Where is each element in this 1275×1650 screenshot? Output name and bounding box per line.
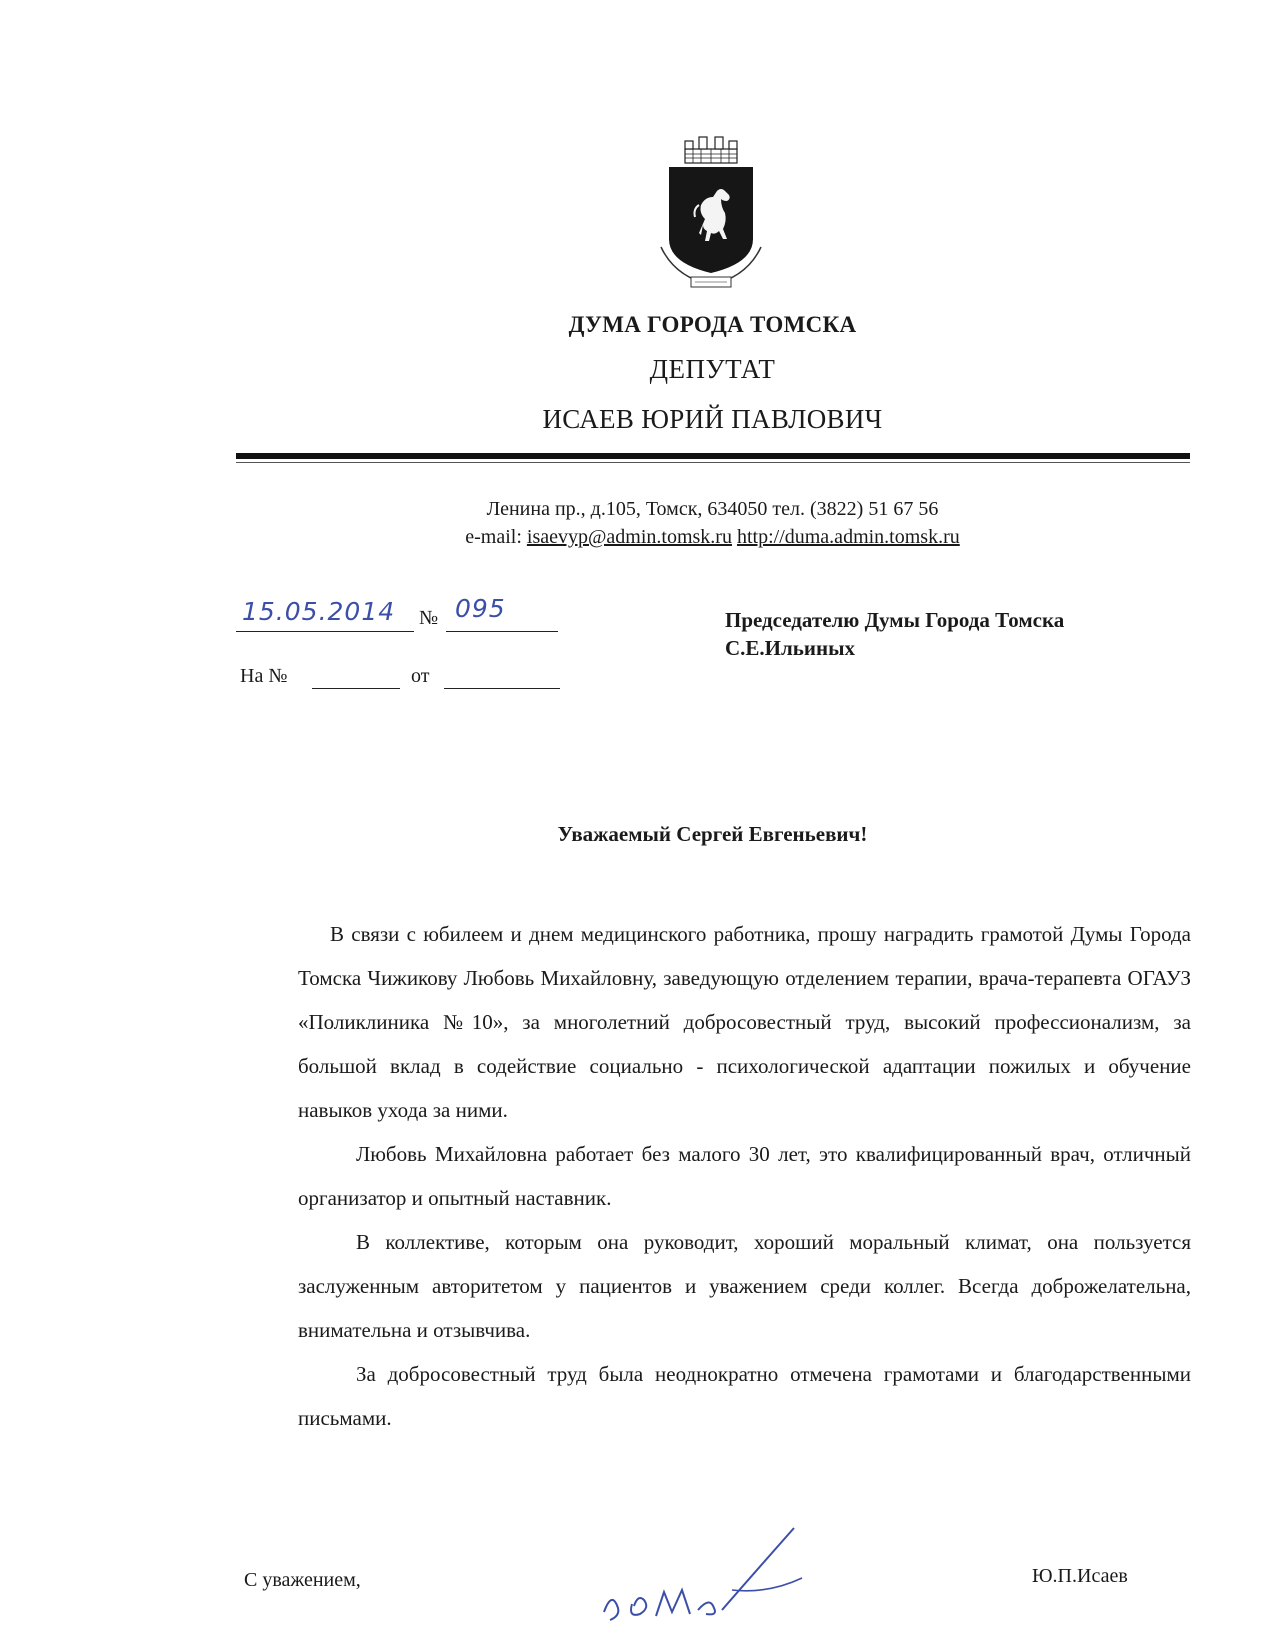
number-underline (446, 631, 558, 632)
body-paragraph-2: Любовь Михайловна работает без малого 30 лет, это квалифицированный врач, отличный организатор и опытный наставник. (298, 1142, 1191, 1210)
body-paragraph-1: В связи с юбилеем и днем медицинского работника, прошу наградить грамотой Думы Города Томска Чижикову Любовь Михайловну, заведующую отделением терапии, врача-терапевта ОГАУЗ «Поликлиника №10», за многолетний добросовестный труд, высокий профессионализм, за большой вклад в содействие социально - психологической адаптации пожилых и обучение навыков ухода за ними. (298, 922, 1191, 1122)
body-paragraph-4: За добросовестный труд была неоднократно отмечена грамотами и благодарственными письмами. (298, 1362, 1191, 1430)
email-label: e-mail: (465, 526, 522, 548)
number-sign: № (419, 607, 439, 629)
date-underline (236, 631, 414, 632)
addressee-block (725, 606, 1064, 662)
addressee-title: Председателю Думы Города Томска (725, 608, 1065, 632)
header-divider-thin (236, 462, 1190, 463)
position-title: ДЕПУТАТ (649, 354, 776, 384)
address-line: Ленина пр., д.105, Томск, 634050 тел. (3822) 51 67 56 (486, 498, 939, 520)
reply-number-line (312, 688, 400, 689)
website-link[interactable]: http://duma.admin.tomsk.ru (736, 526, 960, 548)
body-paragraph-3: В коллективе, которым она руководит, хороший моральный климат, она пользуется заслуженным авторитетом у пациентов и уважением среди коллег. Всегда доброжелательна, внимательна и отзывчива. (298, 1230, 1191, 1342)
email-link[interactable]: isaevyp@admin.tomsk.ru (526, 526, 732, 548)
reply-date-label: от (411, 665, 430, 687)
reply-date-line (444, 688, 560, 689)
handwritten-number: 095 (455, 594, 506, 623)
closing-regards: С уважением, (244, 1569, 361, 1591)
addressee-name: С.Е.Ильиных (725, 636, 855, 660)
header-divider (236, 453, 1190, 459)
contact-links (0, 526, 1275, 549)
letter-body (298, 912, 1191, 1440)
handwritten-date: 15.05.2014 (242, 597, 396, 626)
deputy-name: ИСАЕВ ЮРИЙ ПАВЛОВИЧ (542, 404, 883, 434)
organization-title: ДУМА ГОРОДА ТОМСКА (568, 312, 857, 337)
signature-icon (598, 1520, 848, 1630)
signer-name: Ю.П.Исаев (1032, 1565, 1128, 1587)
tomsk-coat-of-arms-icon (655, 135, 767, 295)
reply-number-label: На № (240, 665, 288, 687)
salutation: Уважаемый Сергей Евгеньевич! (557, 822, 868, 846)
